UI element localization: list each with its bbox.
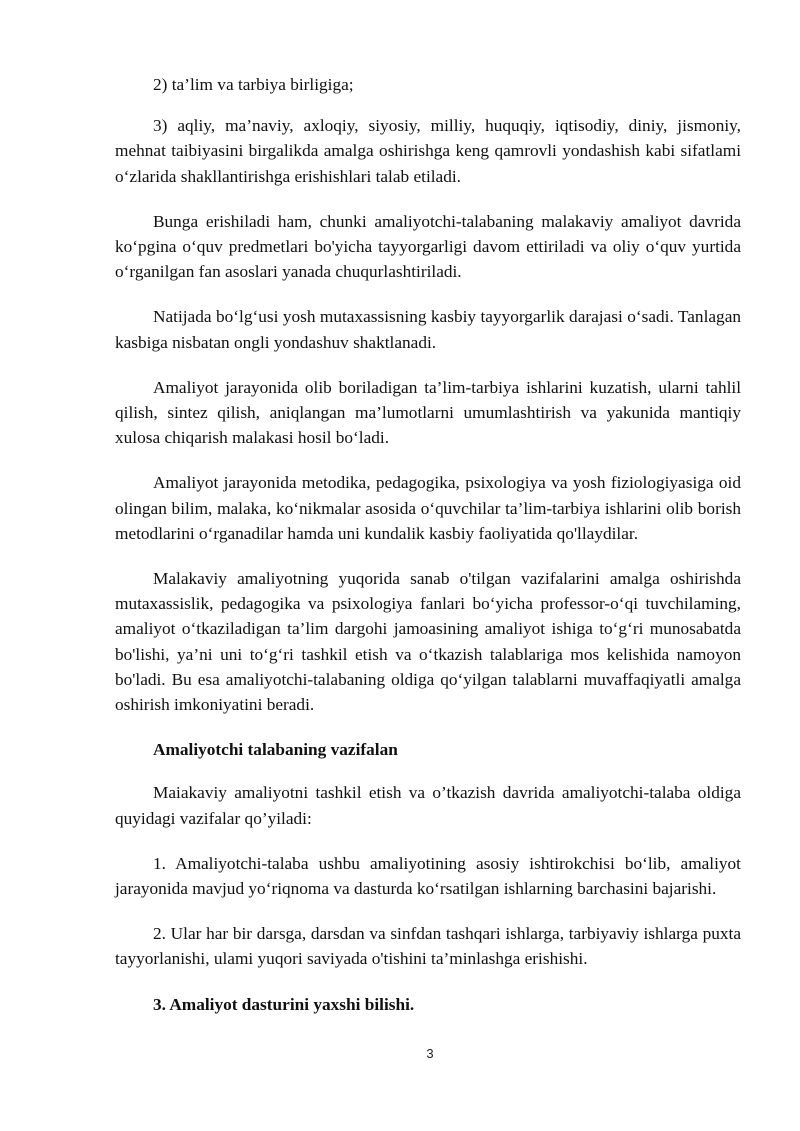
task-3-heading: 3. Amaliyot dasturini yaxshi bilishi. <box>153 994 415 1014</box>
paragraph-result: Natijada bo‘lg‘usi yosh mutaxassisning kasbiy tayyorgarlik darajasi o‘sadi. Tanlagan kasbiga nisbatan ongli yondashuv shaktlanadi. <box>115 307 741 352</box>
paragraph-tasks-intro: Maiakaviy amaliyotni tashkil etish va o’tkazish davrida amaliyotchi-talaba oldiga quyidagi vazifalar qo’yiladi: <box>115 783 741 828</box>
paragraph-task-2: 2. Ular har bir darsga, darsdan va sinfdan tashqari ishlarga, tarbiyaviy ishlarga puxta tayyorlanishi, ulami yuqori saviyada o'tishini ta’minlashga erishishi. <box>115 924 741 969</box>
paragraph-preparation: Bunga erishiladi ham, chunki amaliyotchi-talabaning malakaviy amaliyot davrida ko‘pgina o‘quv predmetlari bo'yicha tayyorgarligi davom ettiriladi va oliy o‘quv yurtida o‘rganilgan fan asoslari yanada chuqurlashtiriladi. <box>115 211 741 282</box>
page-number: 3 <box>426 1046 434 1061</box>
paragraph-methodology: Amaliyot jarayonida metodika, pedagogika, psixologiya va yosh fiziologiyasiga oid olingan bilim, malaka, ko‘nikmalar asosida o‘quvchilar ta’lim-tarbiya ishlarini olib borish metodlarini o‘rganadilar hamda uni kundalik kasbiy faoliyatida qo'llaydilar. <box>115 473 741 543</box>
document-body <box>115 72 741 1035</box>
paragraph-tasks-implementation: Malakaviy amaliyotning yuqorida sanab o'tilgan vazifalarini amalga oshirishda mutaxassislik, pedagogika va psixologiya fanlari bo‘yicha professor-o‘qi tuvchilaming, amaliyot o‘tkaziladigan ta’lim dargohi jamoasining amaliyot ishiga to‘g‘ri munosabatda bo'lishi, ya’ni uni to‘g‘ri tashkil etish va o‘tkazish talablariga mos kelishida namoyon bo'ladi. Bu esa amaliyotchi-talabaning oldiga qo‘yilgan talablarni muvaffaqiyatli amalga oshirish imkoniyatini beradi. <box>115 569 741 715</box>
paragraph-list-item-2: 2) ta’lim va tarbiya birligiga; <box>153 75 354 94</box>
section-heading: Amaliyotchi talabaning vazifalan <box>153 740 398 760</box>
paragraph-list-item-3: 3) aqliy, ma’naviy, axloqiy, siyosiy, milliy, huquqiy, iqtisodiy, diniy, jismoniy, mehnat taibiyasini birgalikda amalga oshirishga keng qamrovli yondashish kabi sifatlami o‘zlarida shakllantirishga erishishlari talab etiladi. <box>115 116 741 186</box>
paragraph-observation: Amaliyot jarayonida olib boriladigan ta’lim-tarbiya ishlarini kuzatish, ularni tahlil qilish, sintez qilish, aniqlangan ma’lumotlarni umumlashtirish va yakunida mantiqiy xulosa chiqarish malakasi hosil bo‘ladi. <box>115 377 741 448</box>
paragraph-task-1: 1. Amaliyotchi-talaba ushbu amaliyotining asosiy ishtirokchisi bo‘lib, amaliyot jarayonida mavjud yo‘riqnoma va dasturda ko‘rsatilgan ishlarning barchasini bajarishi. <box>115 853 741 899</box>
